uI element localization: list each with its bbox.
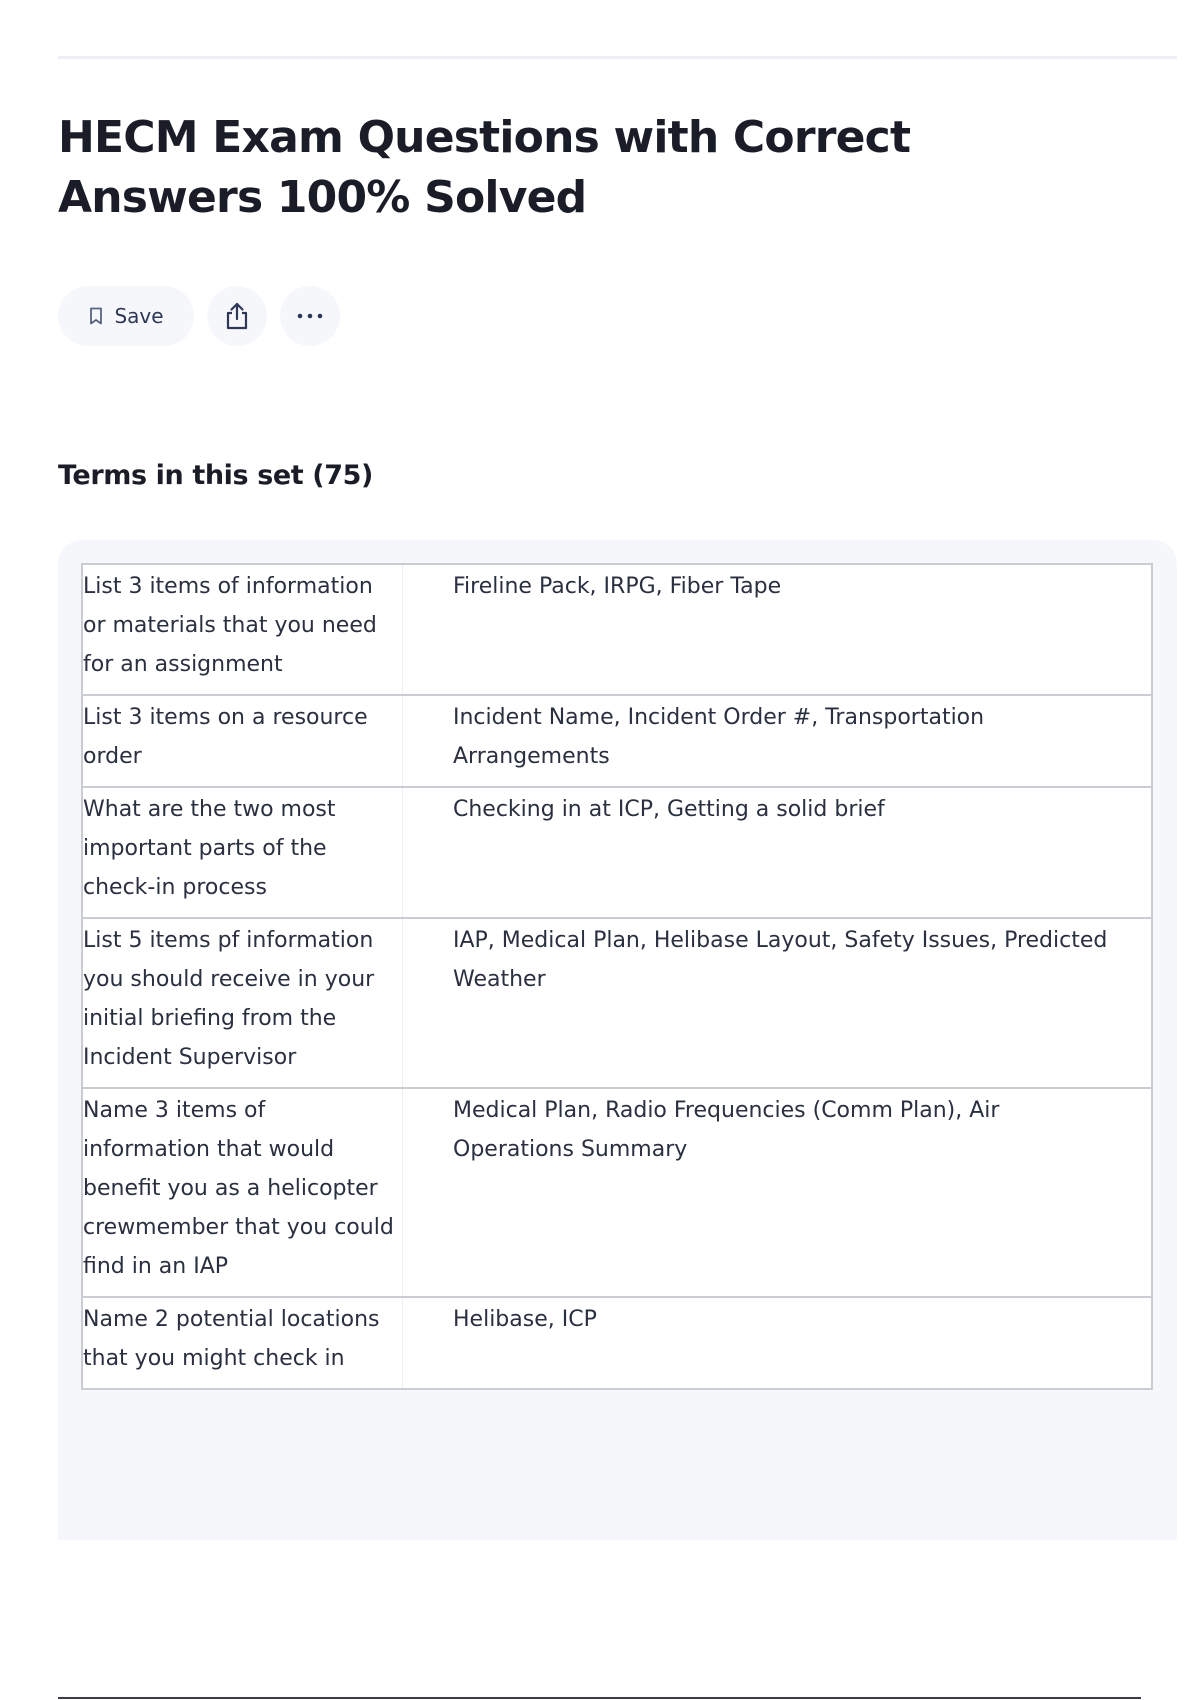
terms-table [81,563,1153,1390]
bottom-divider [58,1697,1141,1699]
terms-heading: Terms in this set (75) [58,460,373,491]
top-divider [58,56,1177,59]
share-icon [223,301,251,331]
page-title: HECM Exam Questions with Correct Answers 100% Solved [58,112,911,223]
definition-text: Incident Name, Incident Order #, Transportation Arrangements [453,705,985,769]
definition-text: Helibase, ICP [453,1307,597,1332]
term-text: List 3 items on a resource order [83,696,403,786]
term-row [81,786,1153,919]
definition-text: Checking in at ICP, Getting a solid brief [453,797,885,822]
more-icon [295,312,325,320]
term-row [81,917,1153,1089]
term-row [81,1087,1153,1298]
bookmark-icon [88,306,104,326]
term-text: List 3 items of information or materials that you need for an assignment [83,565,403,694]
term-row [81,694,1153,788]
term-row [81,1296,1153,1390]
share-button[interactable] [207,286,267,346]
term-text: What are the two most important parts of the check-in process [83,788,403,917]
definition-text: IAP, Medical Plan, Helibase Layout, Safety Issues, Predicted Weather [453,928,1108,992]
action-bar [58,286,340,346]
term-text: List 5 items pf information you should receive in your initial briefing from the Incident Supervisor [83,919,403,1087]
save-button[interactable] [58,286,194,346]
definition-text: Medical Plan, Radio Frequencies (Comm Plan), Air Operations Summary [453,1098,1000,1162]
more-options-button[interactable] [280,286,340,346]
term-row [81,563,1153,696]
term-text: Name 2 potential locations that you might check in [83,1298,403,1388]
term-text: Name 3 items of information that would benefit you as a helicopter crewmember that you could find in an IAP [83,1089,403,1296]
save-label: Save [114,304,164,328]
definition-text: Fireline Pack, IRPG, Fiber Tape [453,574,782,599]
